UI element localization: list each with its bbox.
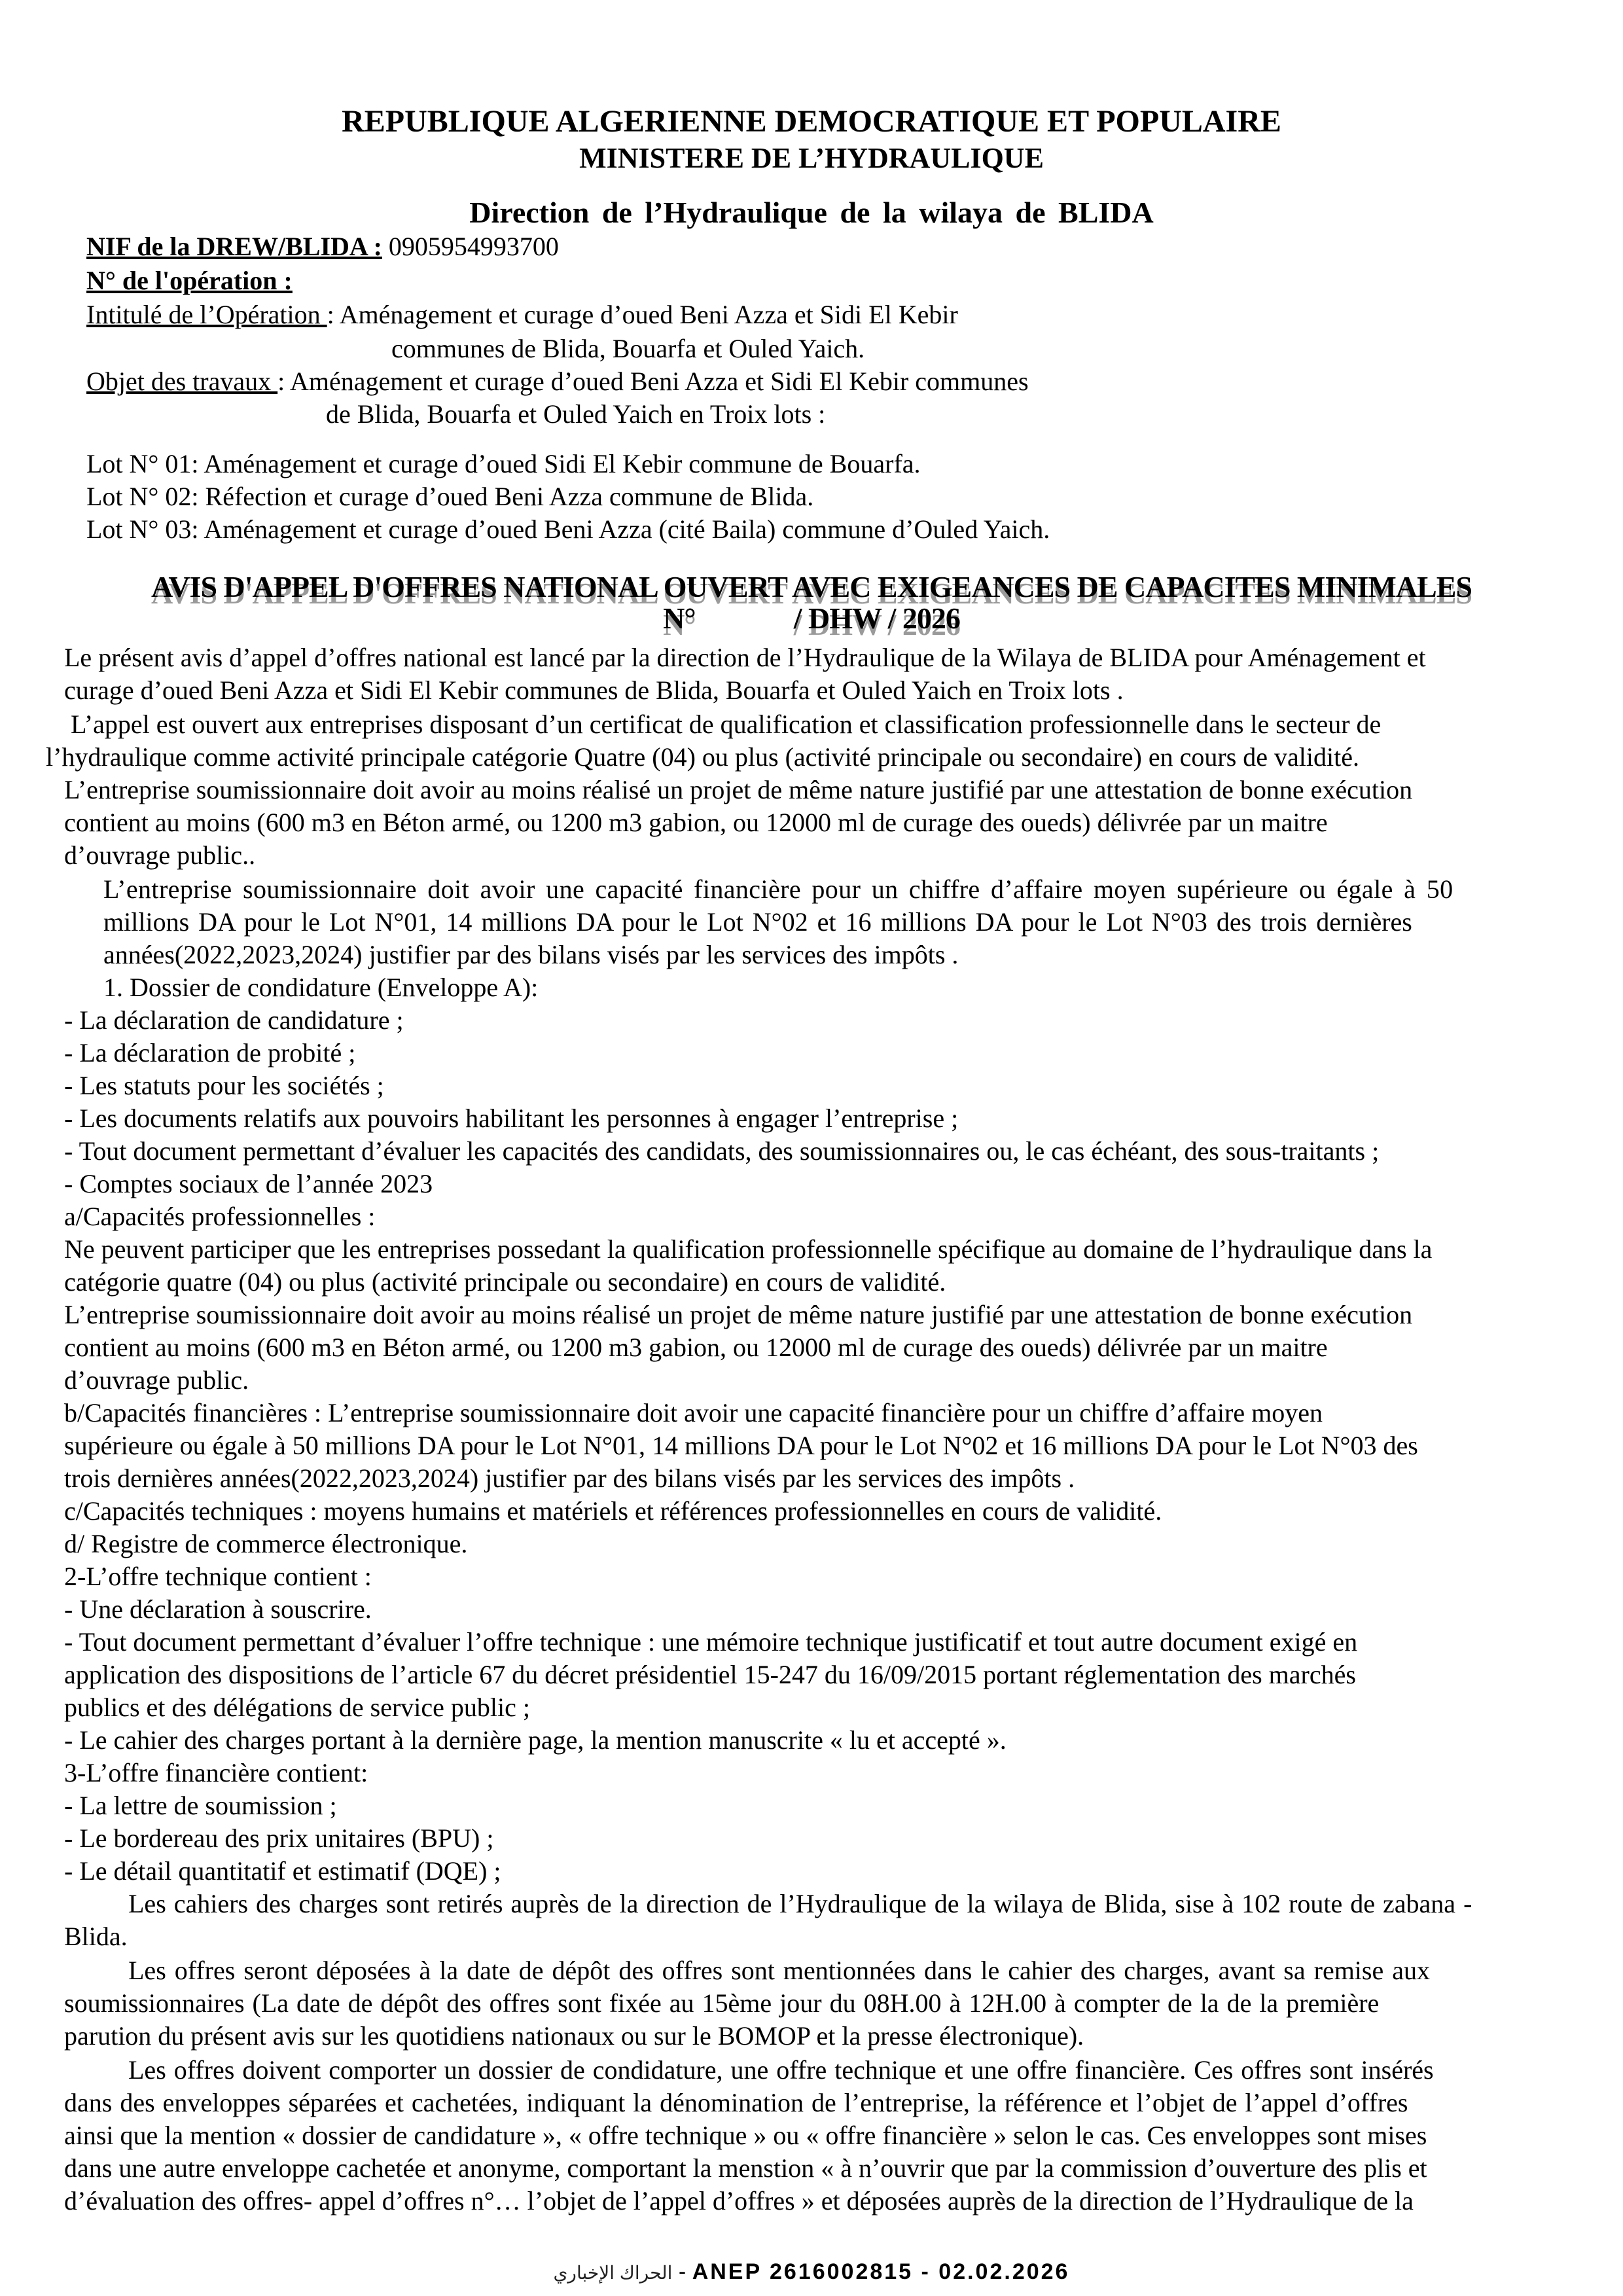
avis-number-prefix: N° <box>663 601 696 635</box>
dossier-item: - La déclaration de probité ; <box>64 1038 356 1067</box>
envelope-line: dans une autre enveloppe cachetée et anonyme, comportant la menstion « à n’ouvrir que par la commission d’ouverture des plis et <box>64 2153 1427 2183</box>
experience-line: contient au moins (600 m3 en Béton armé, ou 1200 m3 gabion, ou 12000 ml de curage des oueds) délivrée par un maitre <box>64 808 1328 837</box>
technical-offer-item: publics et des délégations de service public ; <box>64 1693 531 1722</box>
technical-offer-item: application des dispositions de l’article 67 du décret présidentiel 15-247 du 16/09/2015 portant réglementation des marchés <box>64 1660 1356 1689</box>
envelope-line: dans des enveloppes séparées et cachetées, indiquant la dénomination de l’entreprise, la référence et l’objet de l’appel d’offres <box>64 2088 1408 2117</box>
experience-line: d’ouvrage public.. <box>64 840 256 870</box>
dossier-item: - Comptes sociaux de l’année 2023 <box>64 1169 433 1198</box>
objet-value: : Aménagement et curage d’oued Beni Azza et Sidi El Kebir communes <box>277 367 1029 396</box>
anep-footer <box>0 2259 1623 2285</box>
financial-line: années(2022,2023,2024) justifier par des bilans visés par les services des impôts . <box>103 940 959 969</box>
avis-number <box>0 602 1623 635</box>
intitule-label: Intitulé de l’Opération <box>86 300 327 329</box>
dossier-item: - Les documents relatifs aux pouvoirs habilitant les personnes à engager l’entreprise ; <box>64 1103 959 1133</box>
footer-anep-code: ANEP 2616002815 - 02.02.2026 <box>692 2259 1070 2284</box>
professional-capacity-line: contient au moins (600 m3 en Béton armé, ou 1200 m3 gabion, ou 12000 ml de curage des oueds) délivrée par un maitre <box>64 1333 1328 1362</box>
lot-item: Lot N° 02: Réfection et curage d’oued Beni Azza commune de Blida. <box>86 482 814 511</box>
financial-capacity-line: trois dernières années(2022,2023,2024) justifier par des bilans visés par les services des impôts . <box>64 1463 1075 1493</box>
technical-capacity-line: c/Capacités techniques : moyens humains et matériels et références professionnelles en cours de validité. <box>64 1496 1162 1526</box>
dossier-item: - La déclaration de candidature ; <box>64 1005 404 1035</box>
professional-capacity-line: d’ouvrage public. <box>64 1365 249 1395</box>
financial-line: L’entreprise soumissionnaire doit avoir une capacité financière pour un chiffre d’affaire moyen supérieure ou égale à 50 <box>103 874 1454 904</box>
dossier-item: - Les statuts pour les sociétés ; <box>64 1071 384 1100</box>
professional-capacity-line: Ne peuvent participer que les entreprises possedant la qualification professionnelle spécifique au domaine de l’hydraulique dans la <box>64 1234 1433 1264</box>
experience-line: L’entreprise soumissionnaire doit avoir au moins réalisé un projet de même nature justifié par une attestation de bonne exécution <box>64 775 1413 804</box>
technical-offer-item: - Une déclaration à souscrire. <box>64 1594 372 1624</box>
avis-number-suffix: / DHW / 2026 <box>793 601 960 635</box>
open-line: l’hydraulique comme activité principale catégorie Quatre (04) ou plus (activité principale ou secondaire) en cours de validité. <box>46 742 1359 772</box>
ministry-heading: MINISTERE DE L’HYDRAULIQUE <box>579 142 1044 174</box>
cahier-line: Les cahiers des charges sont retirés auprès de la direction de l’Hydraulique de la wilaya de Blida, sise à 102 route de zabana - <box>128 1889 1472 1918</box>
technical-offer-title: 2-L’offre technique contient : <box>64 1562 372 1591</box>
lot-item: Lot N° 03: Aménagement et curage d’oued Beni Azza (cité Baila) commune d’Ouled Yaich. <box>86 514 1050 544</box>
financial-offer-title: 3-L’offre financière contient: <box>64 1758 368 1787</box>
envelope-line: Les offres doivent comporter un dossier de condidature, une offre technique et une offre financière. Ces offres sont insérés <box>128 2055 1434 2085</box>
operation-number-label: N° de l'opération : <box>86 266 293 295</box>
professional-capacity-line: catégorie quatre (04) ou plus (activité principale ou secondaire) en cours de validité. <box>64 1267 946 1297</box>
intitule-value-cont: communes de Blida, Bouarfa et Ouled Yaich. <box>391 334 865 363</box>
technical-offer-item: - Tout document permettant d’évaluer l’offre technique : une mémoire technique justificatif et tout autre document exigé en <box>64 1627 1358 1657</box>
objet-value-cont: de Blida, Bouarfa et Ouled Yaich en Troix lots : <box>326 399 826 429</box>
depot-line: parution du présent avis sur les quotidiens nationaux ou sur le BOMOP et la presse électronique). <box>64 2021 1084 2051</box>
financial-line: millions DA pour le Lot N°01, 14 millions DA pour le Lot N°02 et 16 millions DA pour le Lot N°03 des trois dernières <box>103 907 1412 937</box>
intitule-value: : Aménagement et curage d’oued Beni Azza et Sidi El Kebir <box>327 300 958 329</box>
intro-line: curage d’oued Beni Azza et Sidi El Kebir communes de Blida, Bouarfa et Ouled Yaich en Troix lots . <box>64 675 1124 705</box>
cahier-line: Blida. <box>64 1922 128 1951</box>
nif-line <box>86 230 559 263</box>
intro-line: Le présent avis d’appel d’offres national est lancé par la direction de l’Hydraulique de la Wilaya de BLIDA pour Aménagement et <box>64 643 1426 672</box>
envelope-line: ainsi que la mention « dossier de candidature », « offre technique » ou « offre financière » selon le cas. Ces enveloppes sont mises <box>64 2121 1427 2150</box>
objet-label: Objet des travaux <box>86 367 278 396</box>
objet-line <box>86 365 1029 398</box>
dossier-item: - Tout document permettant d’évaluer les capacités des candidats, des soumissionnaires ou, le cas échéant, des sous-traitants ; <box>64 1136 1380 1166</box>
technical-offer-item: - Le cahier des charges portant à la dernière page, la mention manuscrite « lu et accepté ». <box>64 1725 1007 1755</box>
open-line: L’appel est ouvert aux entreprises disposant d’un certificat de qualification et classification professionnelle dans le secteur de <box>71 709 1382 739</box>
republic-heading: REPUBLIQUE ALGERIENNE DEMOCRATIQUE ET POPULAIRE <box>342 104 1281 139</box>
nif-label: NIF de la DREW/BLIDA : <box>86 232 382 261</box>
depot-line: soumissionnaires (La date de dépôt des offres sont fixée au 15ème jour du 08H.00 à 12H.00 à compter de la de la première <box>64 1988 1380 2018</box>
nif-value: 0905954993700 <box>382 232 559 261</box>
envelope-line: d’évaluation des offres- appel d’offres n°… l’objet de l’appel d’offres » et déposées auprès de la direction de l’Hydraulique de la <box>64 2186 1414 2215</box>
direction-heading: Direction de l’Hydraulique de la wilaya de BLIDA <box>469 196 1154 229</box>
footer-publication-name: الحراك الإخباري <box>553 2263 673 2283</box>
financial-offer-item: - La lettre de soumission ; <box>64 1791 337 1820</box>
footer-separator: - <box>672 2259 692 2284</box>
financial-capacity-line: supérieure ou égale à 50 millions DA pour le Lot N°01, 14 millions DA pour le Lot N°02 et 16 millions DA pour le Lot N°03 des <box>64 1431 1418 1460</box>
financial-capacity-line: b/Capacités financières : L’entreprise soumissionnaire doit avoir une capacité financière pour un chiffre d’affaire moyen <box>64 1398 1323 1427</box>
financial-offer-item: - Le détail quantitatif et estimatif (DQE) ; <box>64 1856 501 1886</box>
intitule-line <box>86 298 958 331</box>
lot-item: Lot N° 01: Aménagement et curage d’oued Sidi El Kebir commune de Bouarfa. <box>86 449 921 478</box>
commerce-register-line: d/ Registre de commerce électronique. <box>64 1529 468 1558</box>
dossier-title: 1. Dossier de condidature (Enveloppe A): <box>103 973 539 1002</box>
professional-capacity-title: a/Capacités professionnelles : <box>64 1202 376 1231</box>
depot-line: Les offres seront déposées à la date de dépôt des offres sont mentionnées dans le cahier des charges, avant sa remise aux <box>128 1956 1430 1985</box>
professional-capacity-line: L’entreprise soumissionnaire doit avoir au moins réalisé un projet de même nature justifié par une attestation de bonne exécution <box>64 1300 1413 1329</box>
financial-offer-item: - Le bordereau des prix unitaires (BPU) ; <box>64 1823 494 1853</box>
avis-title: AVIS D'APPEL D'OFFRES NATIONAL OUVERT AVEC EXIGEANCES DE CAPACITES MINIMALES <box>151 570 1472 603</box>
